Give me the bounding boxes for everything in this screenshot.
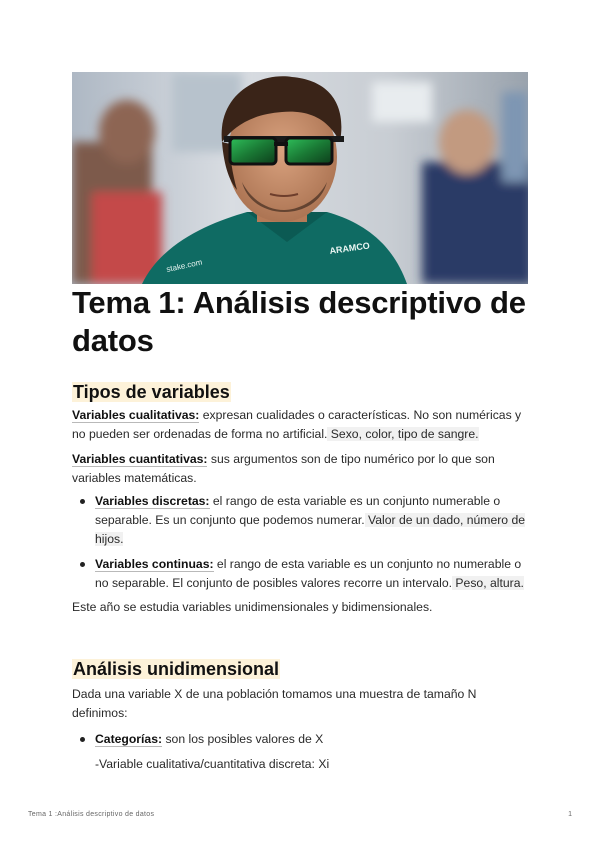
bullet-list <box>76 492 528 549</box>
hero-photo <box>72 72 528 284</box>
term-example: Valor de un dado, número de hijos. <box>95 513 526 546</box>
section-heading-analisis-unidimensional <box>72 657 280 681</box>
term-label: Variables continuas: <box>95 557 214 571</box>
term-definition: el rango de esta variable es un conjunto numerable o separable. Es un conjunto que podemos numerar. <box>95 494 501 527</box>
footer-title: Tema 1 :Análisis descriptivo de datos <box>28 811 155 818</box>
page-number: 1 <box>568 811 572 818</box>
term-definition: son los posibles valores de X <box>162 732 324 746</box>
shirt-brand-text: ARAMCO <box>328 240 371 256</box>
term-example: Sexo, color, tipo de sangre. <box>327 427 479 441</box>
term-definition: expresan cualidades o características. No son numéricas y no pueden ser ordenadas de forma no artificial. <box>72 408 522 441</box>
list-item <box>76 555 528 593</box>
term-example: Peso, altura. <box>452 576 524 590</box>
heading-text: Tipos de variables <box>73 382 230 402</box>
document-title: Tema 1: Análisis descriptivo de datos <box>72 285 526 358</box>
term-label: Variables cualitativas: <box>72 408 200 422</box>
heading-text: Análisis unidimensional <box>73 659 280 679</box>
term-label: Categorías: <box>95 732 163 746</box>
bullet-icon <box>80 562 85 567</box>
paragraph-variables-cuantitativas <box>72 450 530 488</box>
term-definition: el rango de esta variable es un conjunto no numerable o no separable. El conjunto de posibles valores recorre un intervalo. <box>95 557 522 590</box>
bullet-list <box>76 730 528 749</box>
bullet-icon <box>80 737 85 742</box>
shirt-sponsor-text: stake.com <box>165 257 204 274</box>
bullet-icon <box>80 499 85 504</box>
paragraph-closing: Este año se estudia variables unidimensionales y bidimensionales. <box>72 600 433 614</box>
paragraph-variables-cualitativas <box>72 406 530 444</box>
term-label: Variables discretas: <box>95 494 210 508</box>
sub-item-text: -Variable cualitativa/cuantitativa discreta: Xi <box>95 757 330 771</box>
term-label: Variables cuantitativas: <box>72 452 208 466</box>
list-item <box>76 492 528 549</box>
term-definition: sus argumentos son de tipo numérico por lo que son variables matemáticas. <box>72 452 495 485</box>
paragraph-intro: Dada una variable X de una población tomamos una muestra de tamaño N definimos: <box>72 687 477 720</box>
bullet-list <box>76 555 528 593</box>
section-heading-tipos-de-variables <box>72 380 231 404</box>
list-item <box>76 730 528 749</box>
